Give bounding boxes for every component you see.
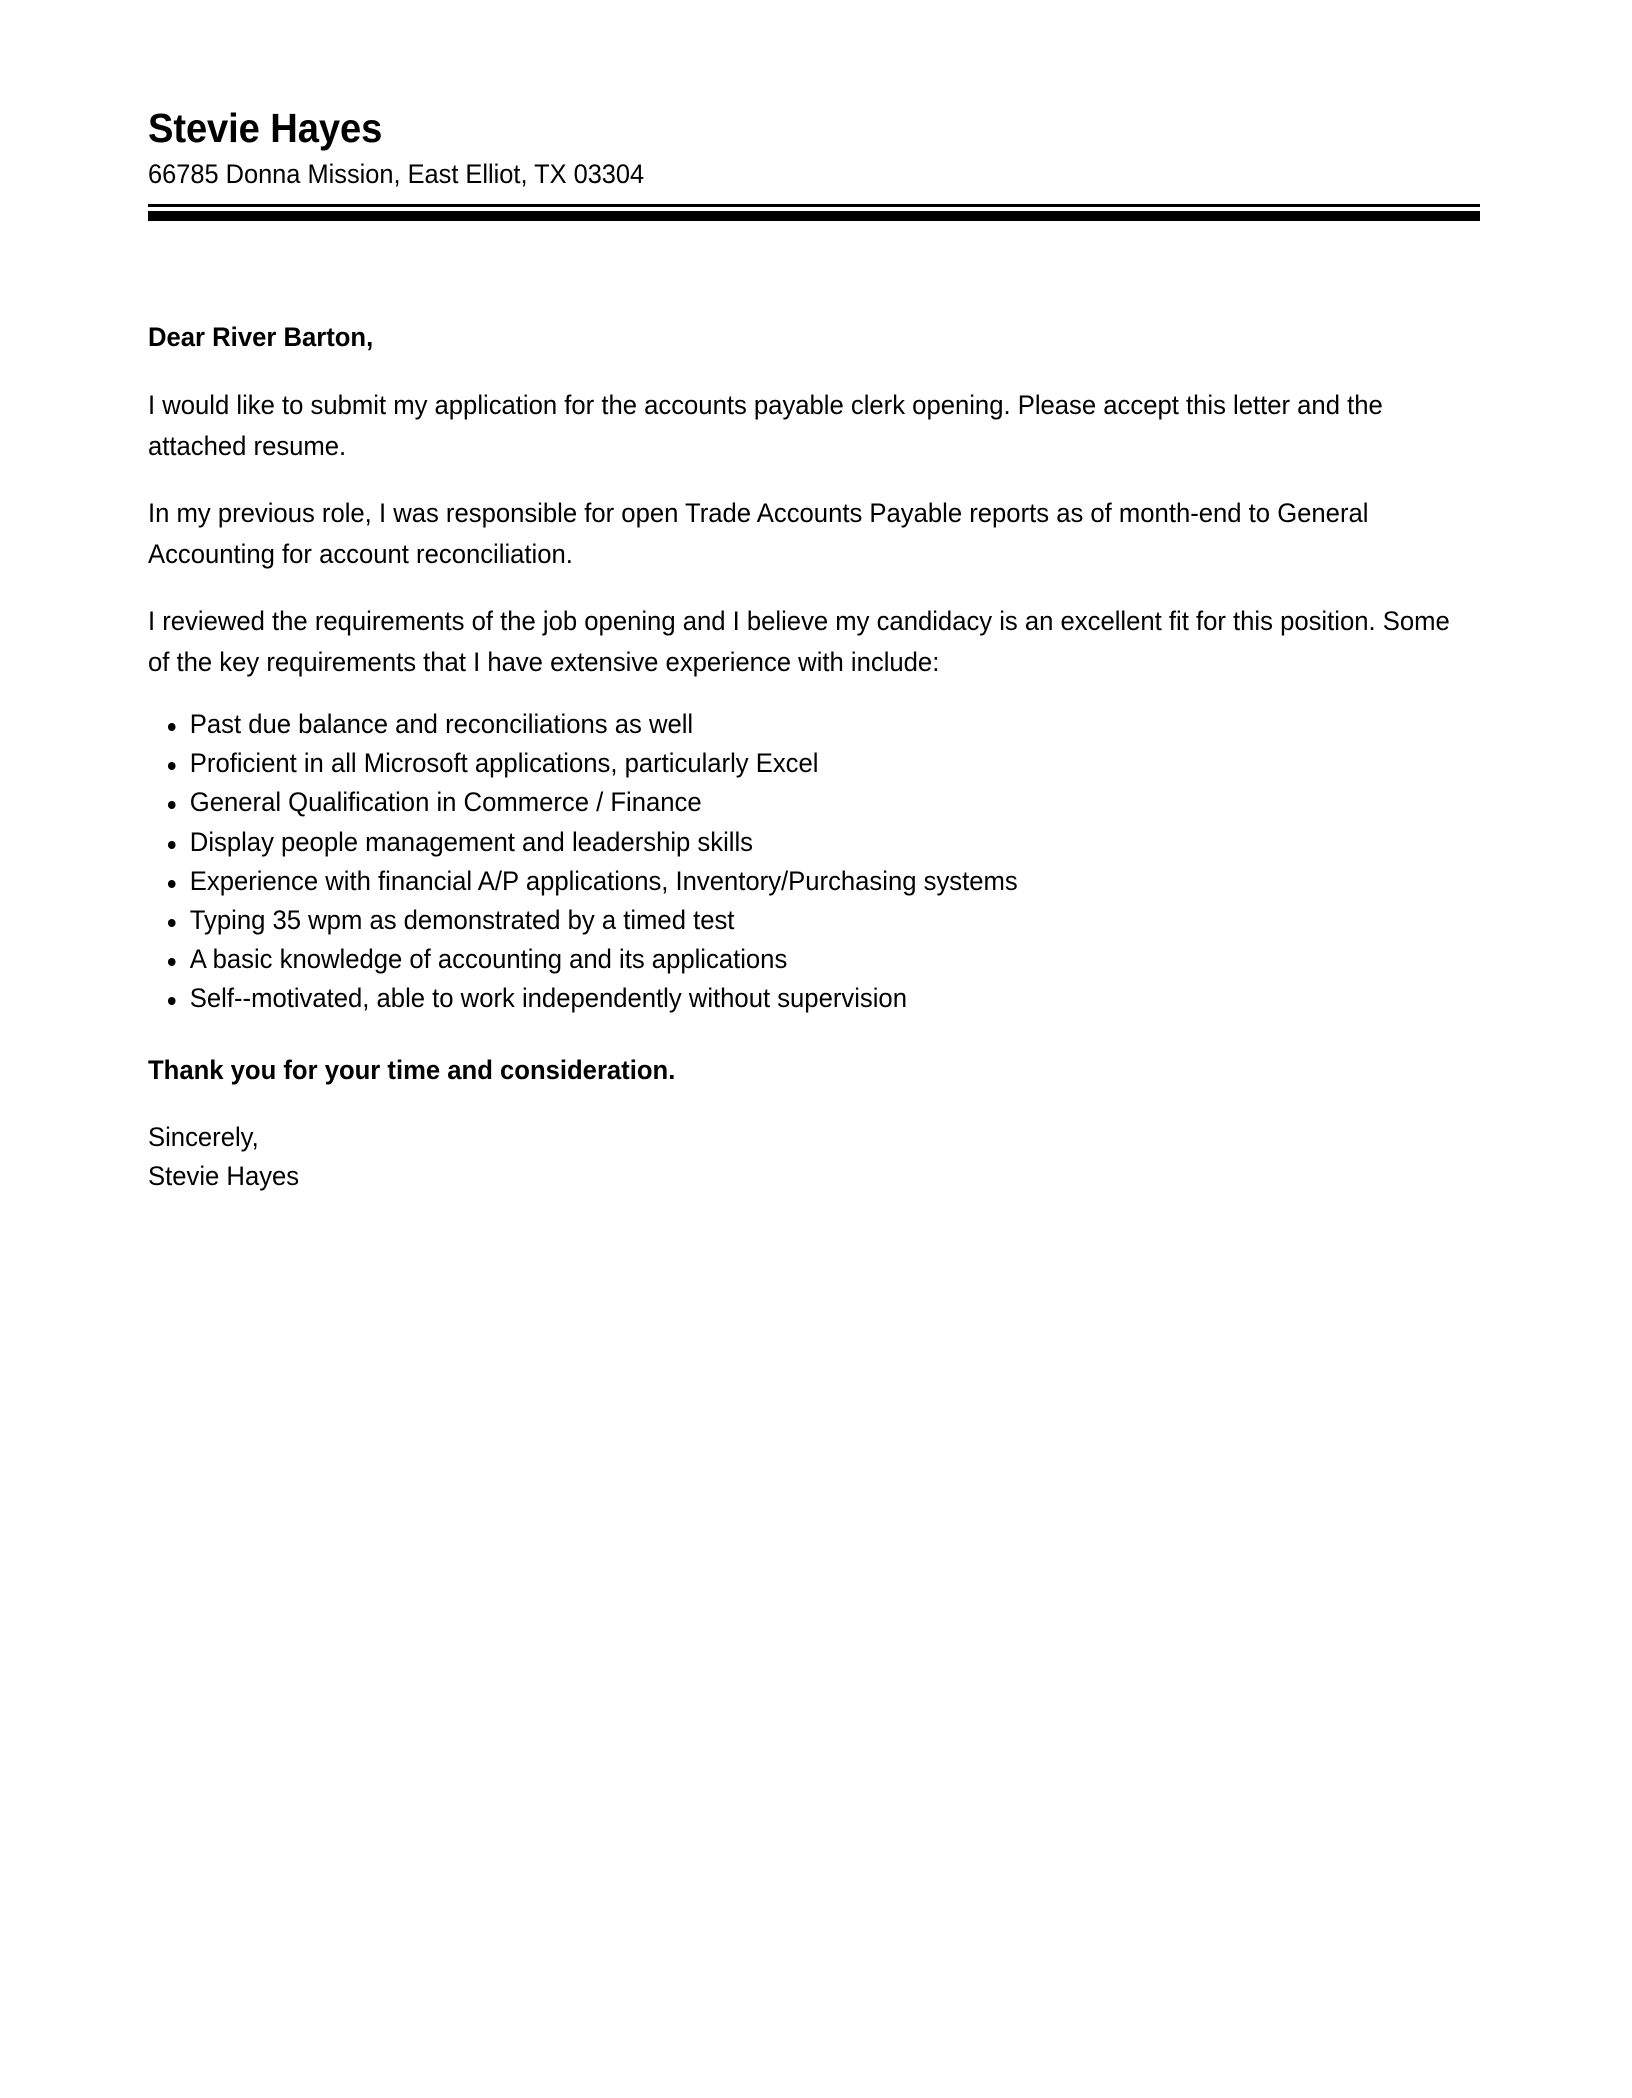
list-item-label: Self--motivated, able to work independently without supervision xyxy=(189,982,907,1013)
divider-thick-rule xyxy=(148,211,1480,221)
letterhead xyxy=(148,104,1480,192)
list-item xyxy=(148,905,1404,935)
header-divider xyxy=(148,204,1480,221)
applicant-address: 66785 Donna Mission, East Elliot, TX 03304 xyxy=(148,159,645,190)
signature-name: Stevie Hayes xyxy=(148,1161,300,1192)
list-item xyxy=(148,866,1404,896)
list-item xyxy=(148,944,1404,974)
list-item-label: Past due balance and reconciliations as well xyxy=(189,709,694,740)
list-item-label: Proficient in all Microsoft applications, particularly Excel xyxy=(189,748,819,779)
list-item xyxy=(148,748,1404,778)
list-item-label: A basic knowledge of accounting and its applications xyxy=(189,943,788,974)
closing-block xyxy=(148,1053,1470,1196)
sign-off: Sincerely, xyxy=(148,1122,259,1153)
thank-you-line: Thank you for your time and consideration. xyxy=(148,1055,676,1086)
list-item-label: General Qualification in Commerce / Finance xyxy=(189,787,702,818)
letter-body xyxy=(148,320,1470,1196)
list-item-label: Display people management and leadership skills xyxy=(189,826,754,857)
list-item-label: Typing 35 wpm as demonstrated by a timed test xyxy=(189,904,735,935)
salutation: Dear River Barton, xyxy=(148,322,374,352)
list-item xyxy=(148,787,1404,817)
list-item xyxy=(148,983,1404,1013)
qualifications-list xyxy=(148,709,1470,1013)
list-item xyxy=(148,709,1404,739)
paragraph-requirements: I reviewed the requirements of the job opening and I believe my candidacy is an excellent fit for this position. Some of the key requirements that I have extensive experience with include: xyxy=(148,606,1450,678)
list-item xyxy=(148,827,1404,857)
applicant-name: Stevie Hayes xyxy=(148,105,383,151)
list-item-label: Experience with financial A/P applications, Inventory/Purchasing systems xyxy=(189,865,1018,896)
paragraph-experience: In my previous role, I was responsible for open Trade Accounts Payable reports as of month-end to General Accounting for account reconciliation. xyxy=(148,498,1369,570)
paragraph-intro: I would like to submit my application for the accounts payable clerk opening. Please accept this letter and the attached resume. xyxy=(148,390,1383,462)
